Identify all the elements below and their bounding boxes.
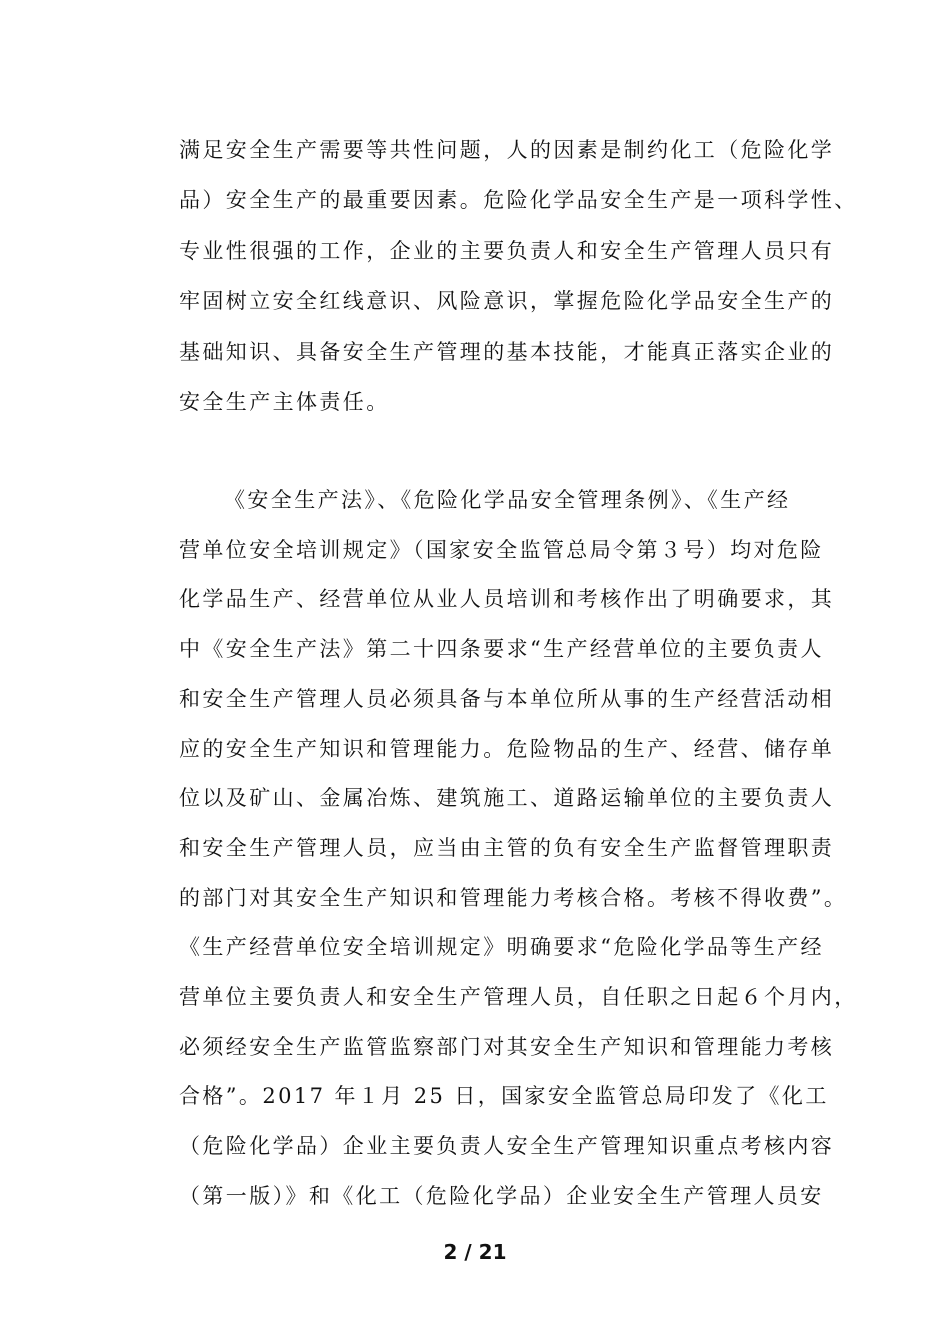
text-line: 应的安全生产知识和管理能力。危险物品的生产、经营、储存单 xyxy=(179,736,835,761)
text-line: 合格”。2017 年１月 25 日，国家安全监管总局印发了《化工 xyxy=(179,1084,829,1109)
text-line: 中《安全生产法》第二十四条要求“生产经营单位的主要负责人 xyxy=(179,637,824,662)
text-line: 营单位安全培训规定》（国家安全监管总局令第３号）均对危险 xyxy=(179,537,824,562)
text-line: 和安全生产管理人员，应当由主管的负有安全生产监督管理职责 xyxy=(179,835,835,860)
text-line: （危险化学品）企业主要负责人安全生产管理知识重点考核内容 xyxy=(179,1134,835,1159)
text-line: 安全生产主体责任。 xyxy=(179,390,390,414)
text-line: 专业性很强的工作，企业的主要负责人和安全生产管理人员只有 xyxy=(179,238,835,263)
text-line: 满足安全生产需要等共性问题，人的因素是制约化工（危险化学 xyxy=(179,138,835,162)
text-line: 必须经安全生产监管监察部门对其安全生产知识和管理能力考核 xyxy=(179,1034,835,1059)
page-number: 2 / 21 xyxy=(443,1240,507,1264)
text-line: 《安全生产法》、《危险化学品安全管理条例》、《生产经 xyxy=(224,488,791,512)
text-line: 和安全生产管理人员必须具备与本单位所从事的生产经营活动相 xyxy=(179,686,835,711)
text-line: 品）安全生产的最重要因素。危险化学品安全生产是一项科学性、 xyxy=(179,188,858,213)
text-line: 化学品生产、经营单位从业人员培训和考核作出了明确要求，其 xyxy=(179,587,835,612)
text-line: 牢固树立安全红线意识、风险意识，掌握危险化学品安全生产的 xyxy=(179,289,835,314)
text-line: 位以及矿山、金属冶炼、建筑施工、道路运输单位的主要负责人 xyxy=(179,786,835,811)
text-line: 基础知识、具备安全生产管理的基本技能，才能真正落实企业的 xyxy=(179,339,835,364)
text-line: 《生产经营单位安全培训规定》明确要求“危险化学品等生产经 xyxy=(179,935,824,960)
text-line: 的部门对其安全生产知识和管理能力考核合格。考核不得收费”。 xyxy=(179,885,848,910)
text-line: （第一版）》和《化工（危险化学品）企业安全生产管理人员安 xyxy=(179,1183,824,1208)
text-line: 营单位主要负责人和安全生产管理人员，自任职之日起６个月内， xyxy=(179,985,858,1009)
